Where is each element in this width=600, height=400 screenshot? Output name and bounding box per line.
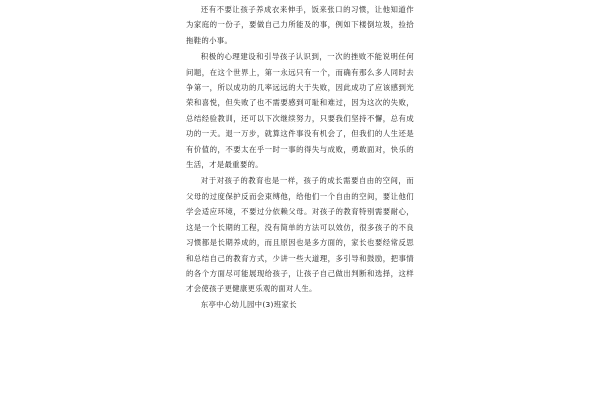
- author-signature: 东亭中心幼儿园中(3)班家长: [200, 299, 297, 309]
- article-body: [186, 2, 414, 312]
- paragraph-education-freedom: 对于对孩子的教育也是一样，孩子的成长需要自由的空间，而父母的过度保护反而会束缚他，给他们一个自由的空间，要让他们学会适应环境，不要过分依赖父母。对孩子的教育特别需要耐心，这是一个长期的工程，没有简单的方法可以效仿，很多孩子的不良习惯都是长期养成的，而且原因也是多方面的，家长也要经常反思和总结自己的教育方式，少讲一些大道理，多引导和鼓励，把事情的各个方面尽可能展现给孩子，让孩子自己做出判断和选择，这样才会使孩子更健康更乐观的面对人生。: [186, 176, 414, 294]
- paragraph-facing-failure: 积极的心理建设和引导孩子认识到，一次的挫败不能说明任何问题，在这个世界上，第一永远只有一个，而确有那么多人同时去争第一，所以成功的几率远远的大于失败，因此成功了应该感到光荣和喜悦，但失败了也不需要感到可耻和难过，因为这次的失败，总结经验教训，还可以下次继续努力，只要我们坚持不懈，总有成功的一天。退一万步，就算这件事没有机会了，但我们的人生还是有价值的，不要太在乎一时一事的得失与成败，勇敢面对，快乐的生活，才是最重要的。: [186, 52, 414, 170]
- paragraph-household-chores: 还有不要让孩子养成衣来伸手，饭来张口的习惯，让他知道作为家庭的一份子，要做自己力所能及的事，例如下楼倒垃圾，捡拾拖鞋的小事。: [186, 5, 414, 45]
